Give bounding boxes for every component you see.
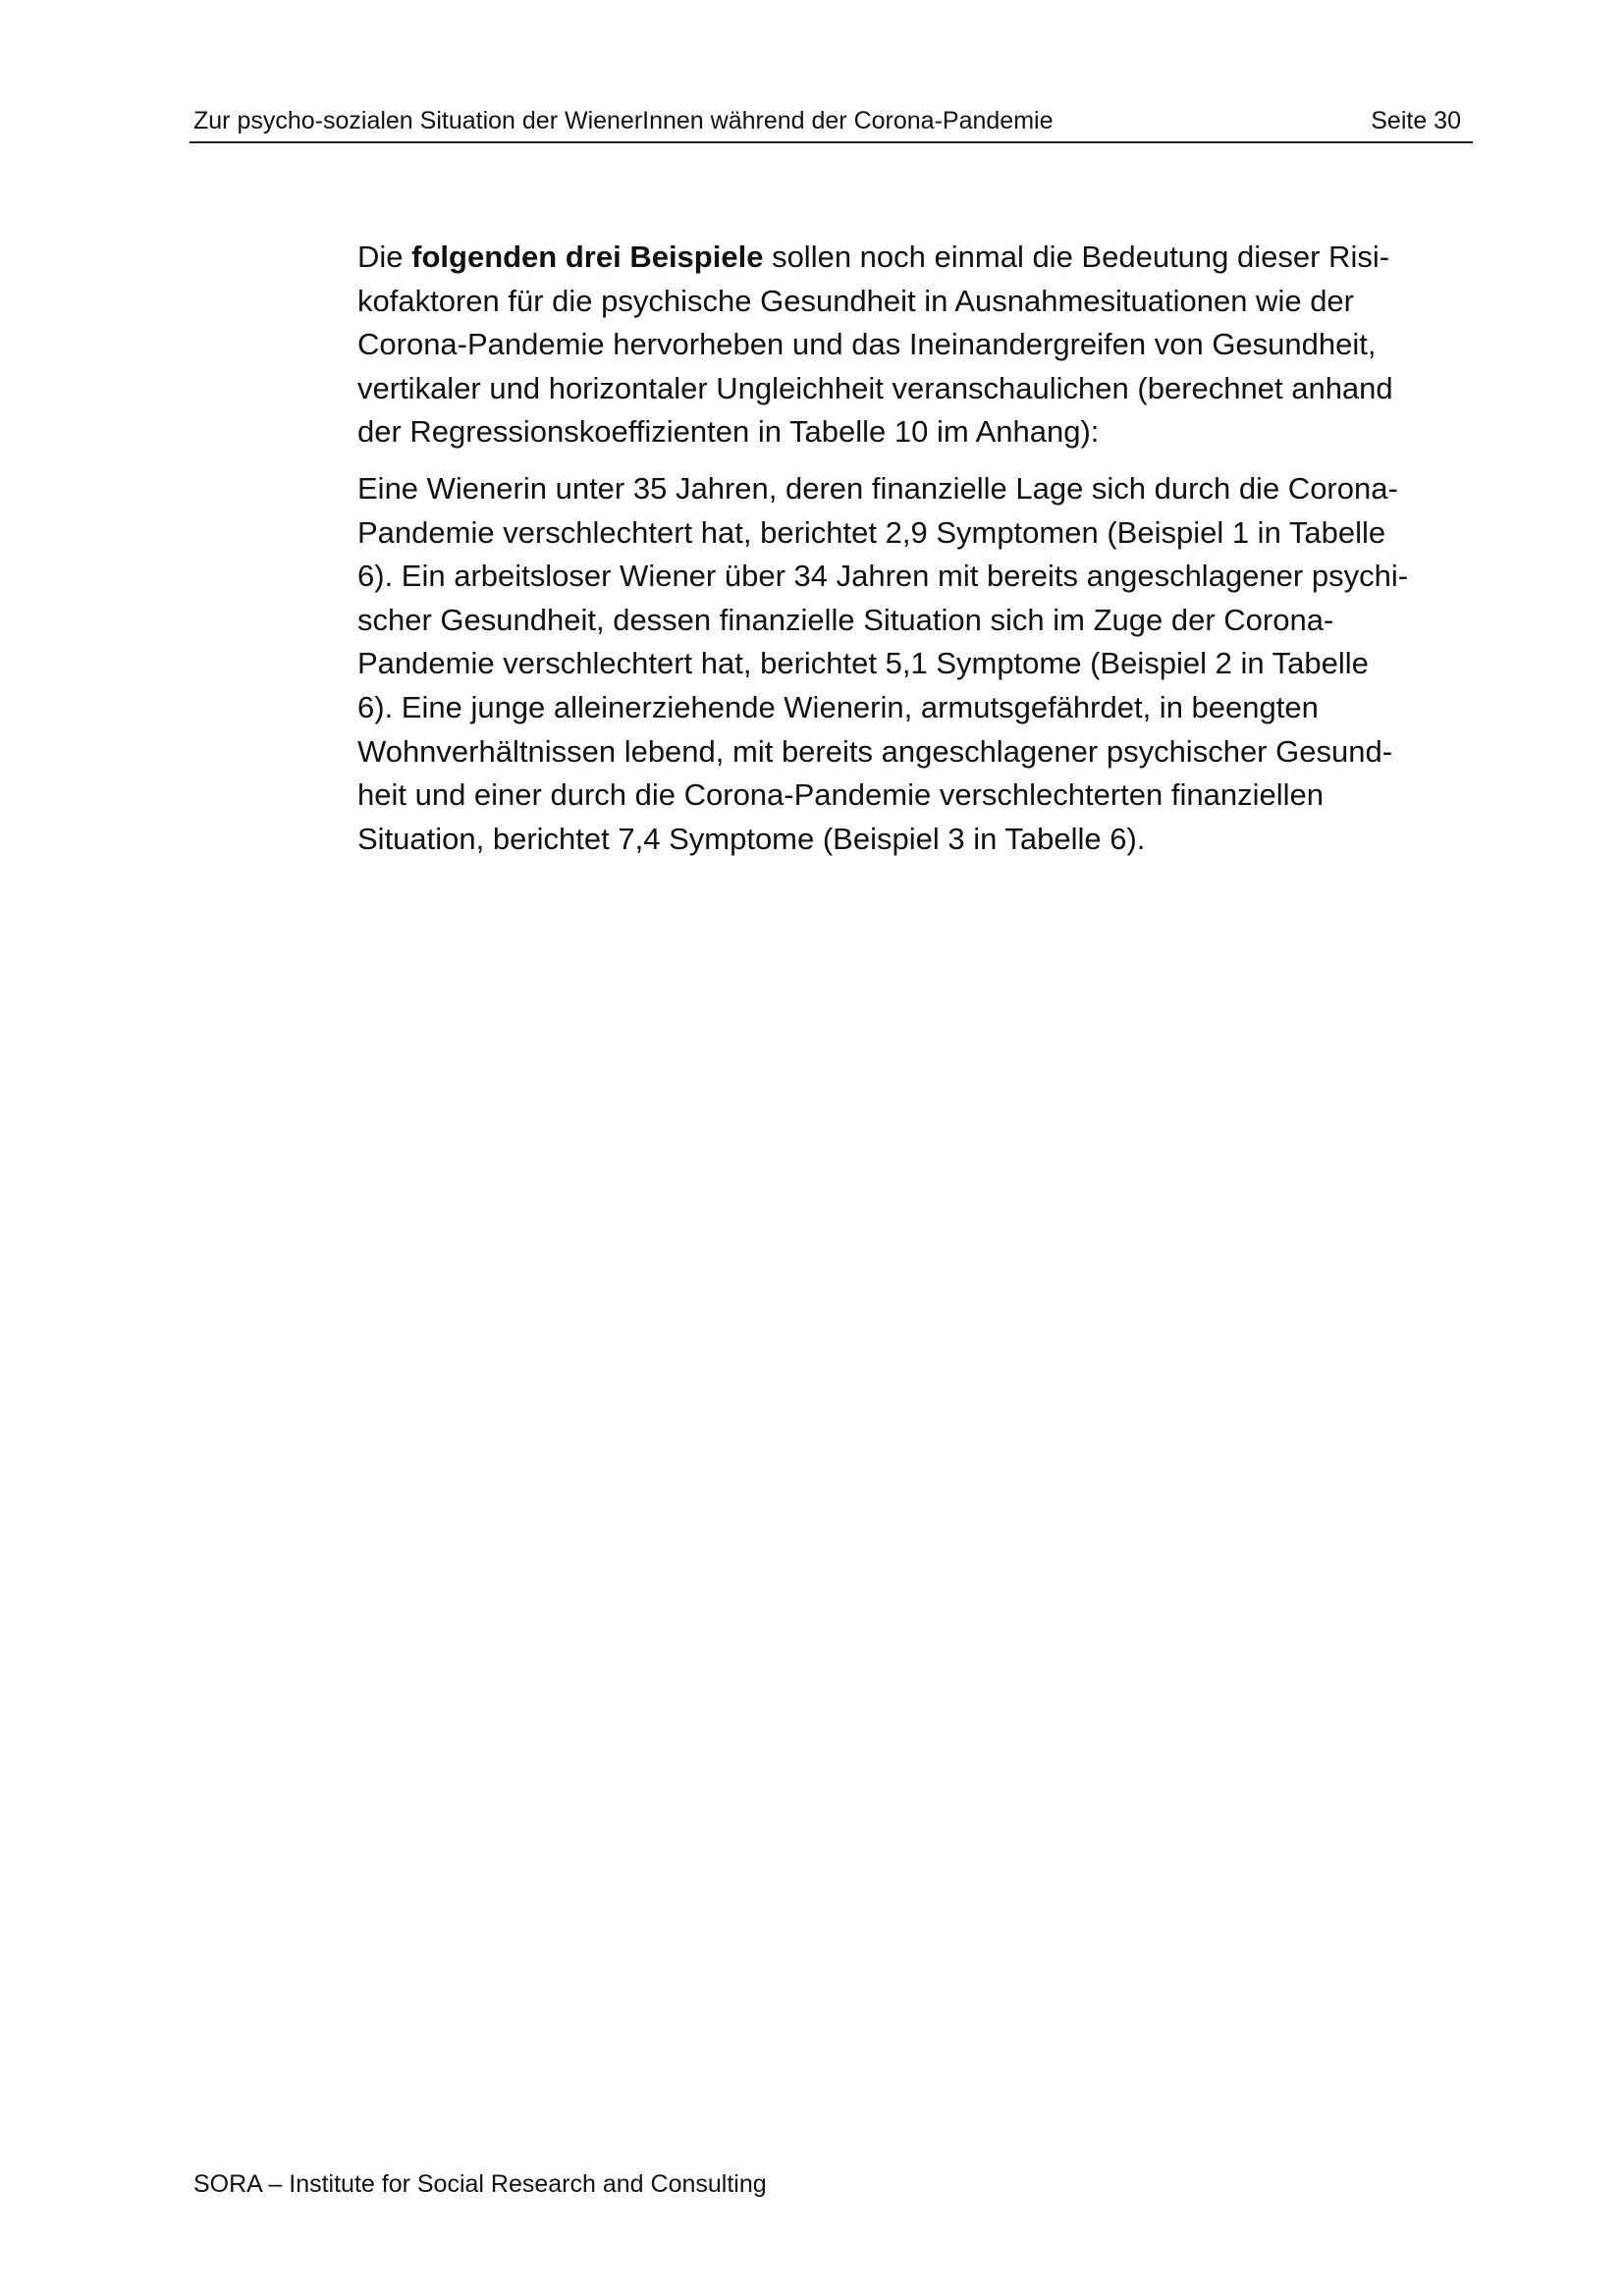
text-segment: Die	[357, 240, 412, 274]
text-line: scher Gesundheit, dessen finanzielle Situation sich im Zuge der Corona-	[357, 602, 1334, 637]
text-segment: sollen noch einmal die Bedeutung dieser Risi-	[763, 240, 1390, 274]
text-line: heit und einer durch die Corona-Pandemie verschlechterten finanziellen	[357, 777, 1324, 813]
text-line: vertikaler und horizontaler Ungleichheit veranschaulichen (berechnet anhand	[357, 370, 1393, 405]
paragraph-examples-detail	[357, 467, 1496, 861]
bold-phrase: folgenden drei Beispiele	[411, 240, 764, 274]
text-line: 6). Ein arbeitsloser Wiener über 34 Jahren mit bereits angeschlagener psychi-	[357, 559, 1409, 594]
paragraph-examples-intro	[357, 236, 1496, 454]
page-footer: SORA – Institute for Social Research and Consulting	[193, 2170, 767, 2198]
text-line: Pandemie verschlechtert hat, berichtet 2,9 Symptomen (Beispiel 1 in Tabelle	[357, 514, 1386, 550]
page-number: Seite 30	[1371, 107, 1461, 134]
text-line	[357, 236, 1496, 280]
page-header	[189, 102, 1473, 143]
text-line: Wohnverhältnissen lebend, mit bereits angeschlagener psychischer Gesund-	[357, 733, 1393, 769]
text-line: der Regressionskoeffizienten in Tabelle 10 im Anhang):	[357, 414, 1100, 450]
text-line: Corona-Pandemie hervorheben und das Ineinandergreifen von Gesundheit,	[357, 327, 1377, 362]
text-line: Eine Wienerin unter 35 Jahren, deren finanzielle Lage sich durch die Corona-	[357, 470, 1398, 506]
header-title: Zur psycho-sozialen Situation der WienerInnen während der Corona-Pandemie	[193, 107, 1054, 134]
text-line: Situation, berichtet 7,4 Symptome (Beispiel 3 in Tabelle 6).	[357, 821, 1146, 856]
text-line: 6). Eine junge alleinerziehende Wienerin, armutsgefährdet, in beengten	[357, 689, 1319, 724]
text-line: Pandemie verschlechtert hat, berichtet 5,1 Symptome (Beispiel 2 in Tabelle	[357, 646, 1369, 681]
body-text	[357, 236, 1496, 874]
text-line: kofaktoren für die psychische Gesundheit in Ausnahmesituationen wie der	[357, 283, 1354, 318]
